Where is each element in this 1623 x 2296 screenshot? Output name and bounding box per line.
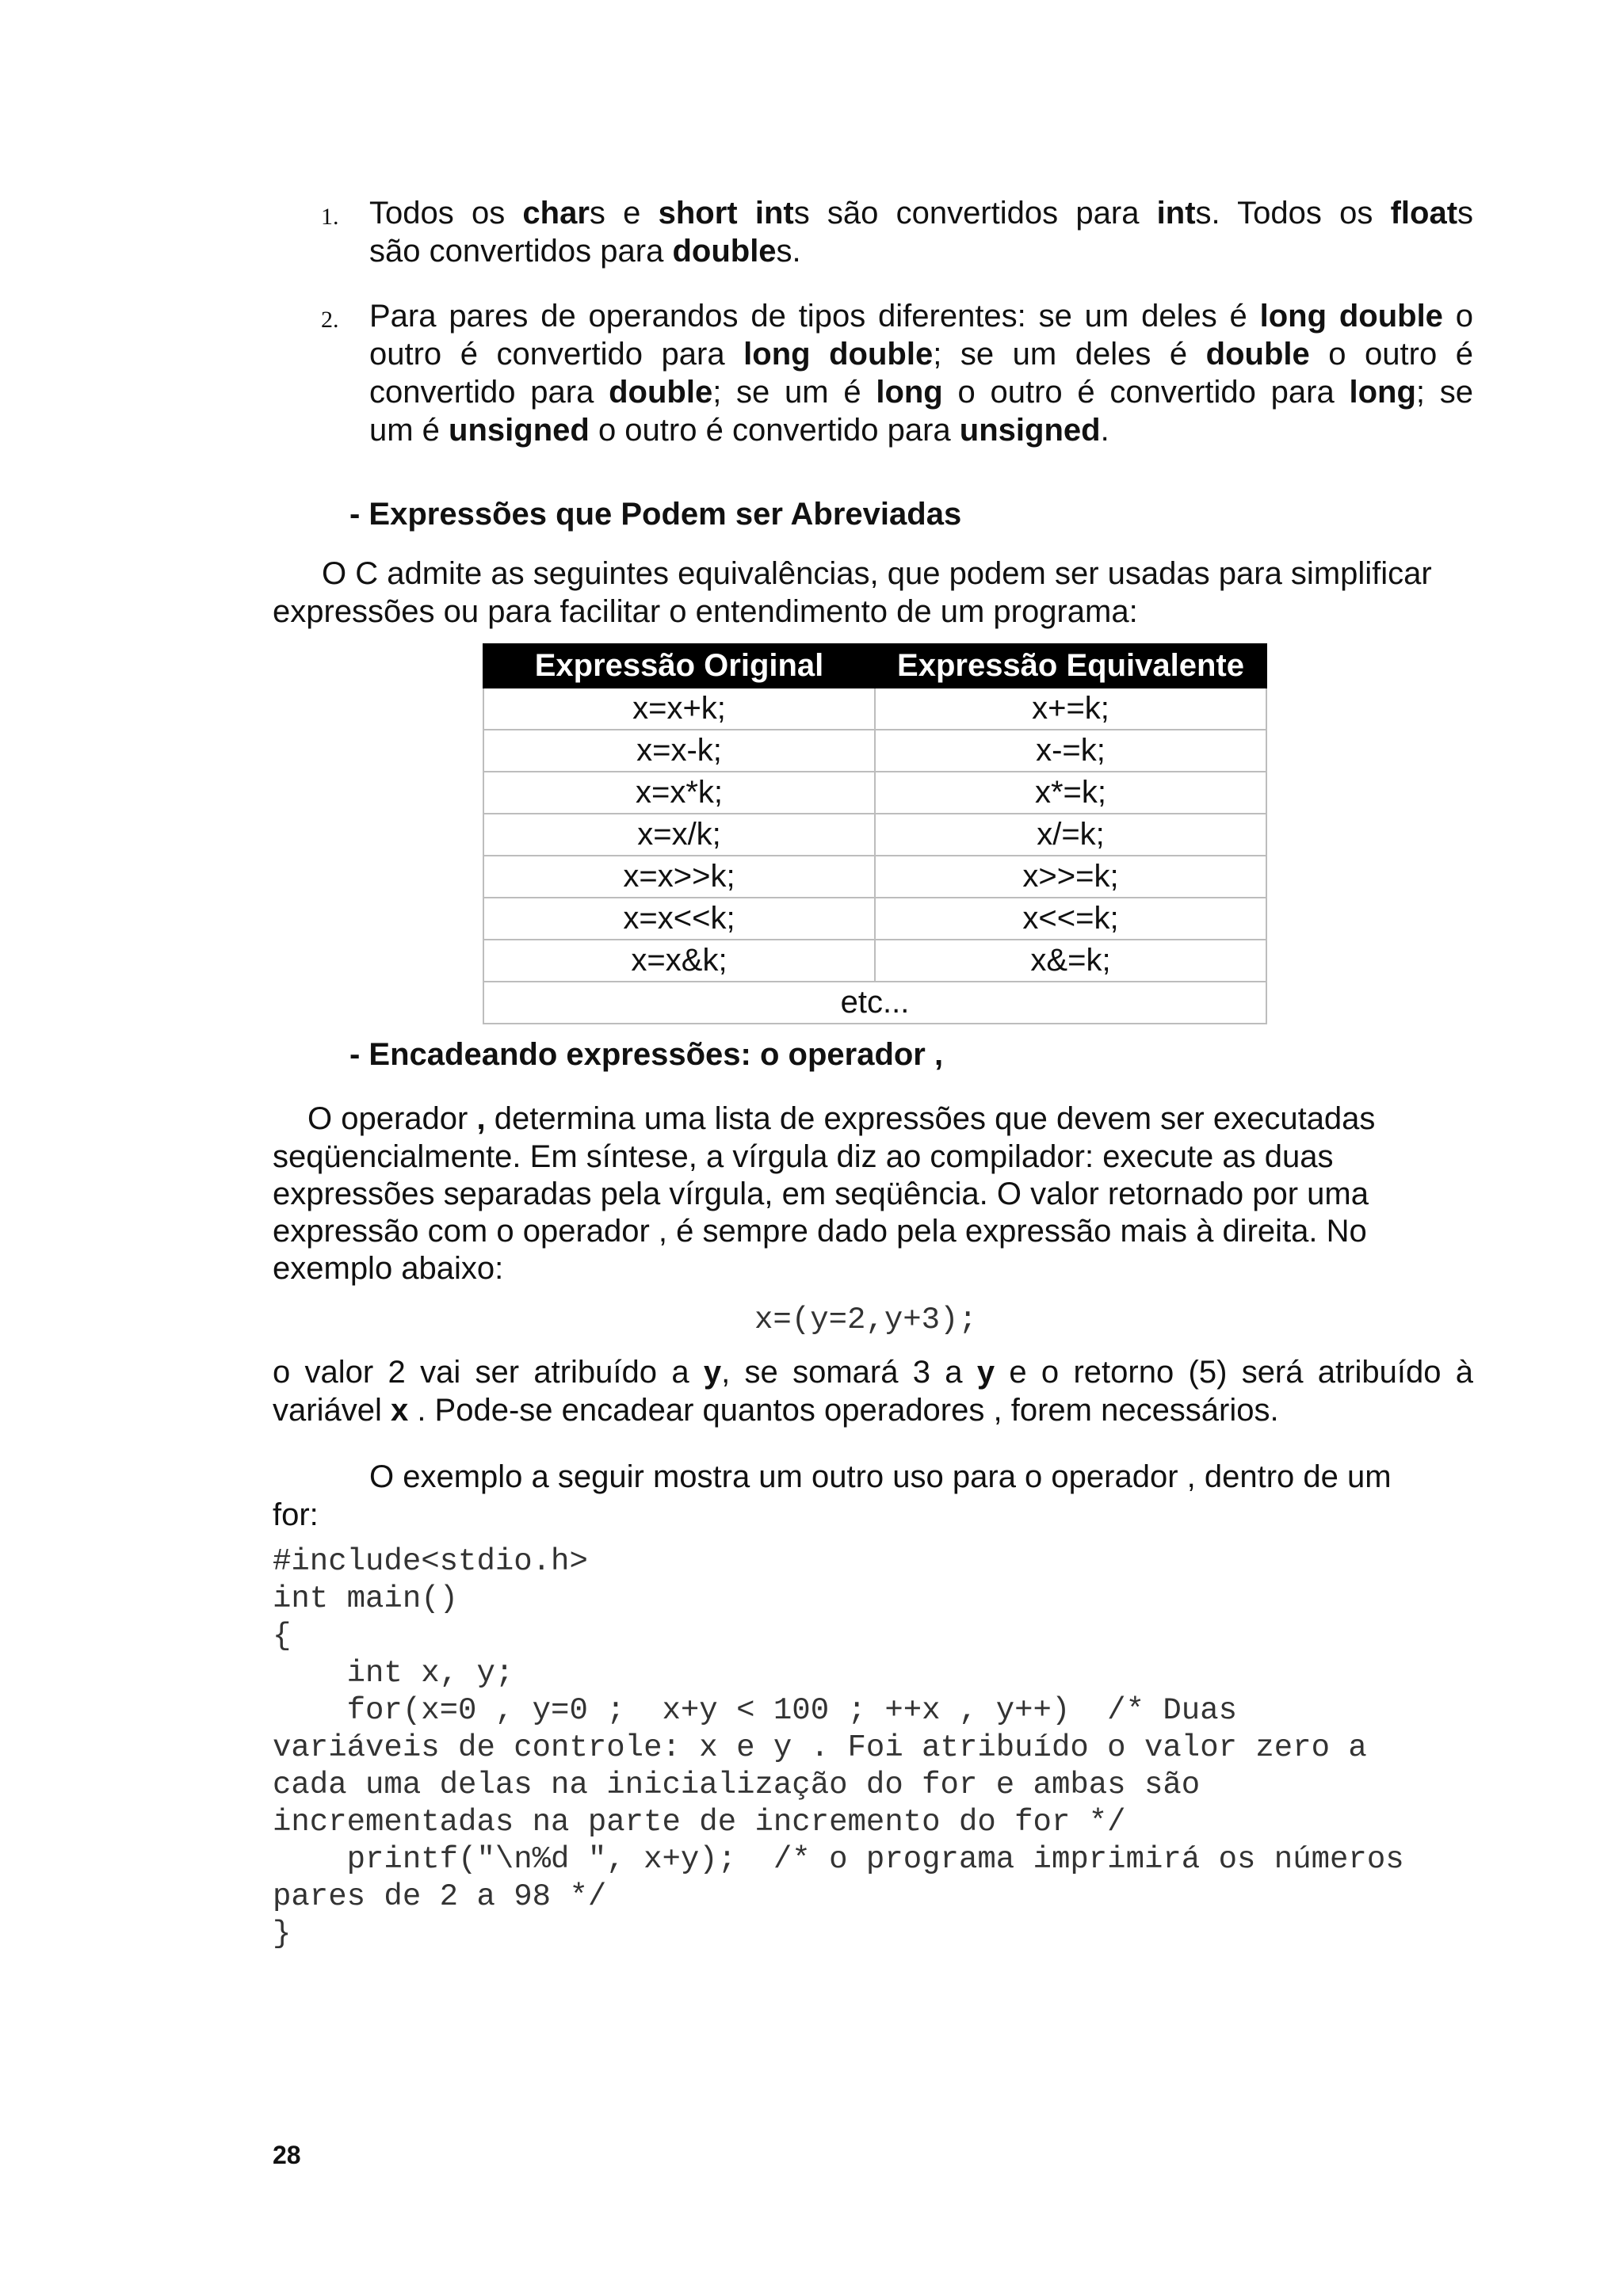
section-2-intro-line-1: O exemplo a seguir mostra um outro uso para o operador , dentro de um [369,1459,1392,1494]
table-header-equivalent: Expressão Equivalente [875,644,1266,688]
code-line: } [273,1917,292,1951]
table-cell: x*=k; [875,772,1266,814]
code-line: pares de 2 a 98 */ [273,1879,607,1914]
inline-code-example: x=(y=2,y+3); [754,1302,977,1337]
table-cell: x=x-k; [483,730,875,772]
table-row [483,856,1266,898]
code-line: { [273,1619,292,1653]
table-cell: x=x*k; [483,772,875,814]
section-2-after-line-1: o valor 2 vai ser atribuído a y, se somará 3 a y e o retorno (5) será atribuído à [273,1355,1474,1390]
code-block [273,1543,1404,1953]
section-heading-comma-operator: - Encadeando expressões: o operador , [349,1037,944,1072]
list-item-2-line-2: outro é convertido para long double; se um deles é double o outro é [369,337,1474,372]
code-line: for(x=0 , y=0 ; x+y < 100 ; ++x , y++) /* Duas [273,1693,1237,1728]
table-row [483,688,1266,730]
list-item-2-line-1: Para pares de operandos de tipos diferentes: se um deles é long double o [369,299,1474,334]
section-2-paragraph-line-2: seqüencialmente. Em síntese, a vírgula diz ao compilador: execute as duas [273,1139,1334,1174]
table-cell: x<<=k; [875,898,1266,940]
table-row [483,898,1266,940]
section-2-after-line-2: variável x . Pode-se encadear quantos operadores , forem necessários. [273,1393,1279,1428]
table-cell: x/=k; [875,814,1266,856]
table-cell: x+=k; [875,688,1266,730]
code-line: cada uma delas na inicialização do for e ambas são [273,1768,1201,1802]
section-2-paragraph-line-5: exemplo abaixo: [273,1251,504,1286]
code-line: int main() [273,1581,459,1616]
section-heading-abbreviated-expressions: - Expressões que Podem ser Abreviadas [349,497,962,532]
table-cell: x=x&k; [483,940,875,982]
code-line: int x, y; [273,1656,514,1691]
section-2-paragraph-line-1: O operador , determina uma lista de expressões que devem ser executadas [307,1101,1376,1136]
section-2-paragraph-line-4: expressão com o operador , é sempre dado pela expressão mais à direita. No [273,1214,1367,1249]
table-cell: x=x<<k; [483,898,875,940]
table-cell: x&=k; [875,940,1266,982]
table-row [483,940,1266,982]
section-2-intro-line-2: for: [273,1497,319,1532]
table-row [483,814,1266,856]
list-item-1-line-1: Todos os chars e short ints são convertidos para ints. Todos os floats [369,196,1474,231]
list-number-1: 1. [321,204,339,230]
section-1-paragraph-line-2: expressões ou para facilitar o entendimento de um programa: [273,594,1138,629]
table-footer-row [483,982,1266,1024]
section-2-paragraph-line-3: expressões separadas pela vírgula, em seqüência. O valor retornado por uma [273,1177,1369,1211]
table-header-original: Expressão Original [483,644,875,688]
table-cell: x=x+k; [483,688,875,730]
table-footer-cell: etc... [483,982,1266,1024]
table-cell: x>>=k; [875,856,1266,898]
table-cell: x=x/k; [483,814,875,856]
code-line: variáveis de controle: x e y . Foi atribuído o valor zero a [273,1730,1367,1765]
table-header-row [483,644,1266,688]
table-row [483,730,1266,772]
list-item-1-line-2: são convertidos para doubles. [369,234,801,269]
table-cell: x-=k; [875,730,1266,772]
code-line: incrementadas na parte de incremento do for */ [273,1805,1126,1840]
code-line: printf("\n%d ", x+y); /* o programa imprimirá os números [273,1842,1404,1877]
list-item-2-line-3: convertido para double; se um é long o outro é convertido para long; se [369,375,1473,410]
equivalence-table [483,643,1267,1024]
list-number-2: 2. [321,307,339,333]
section-1-paragraph-line-1: O C admite as seguintes equivalências, que podem ser usadas para simplificar [322,556,1432,591]
page-number: 28 [273,2141,301,2169]
table-row [483,772,1266,814]
list-item-2-line-4: um é unsigned o outro é convertido para unsigned. [369,413,1109,448]
table-cell: x=x>>k; [483,856,875,898]
code-line: #include<stdio.h> [273,1544,588,1579]
